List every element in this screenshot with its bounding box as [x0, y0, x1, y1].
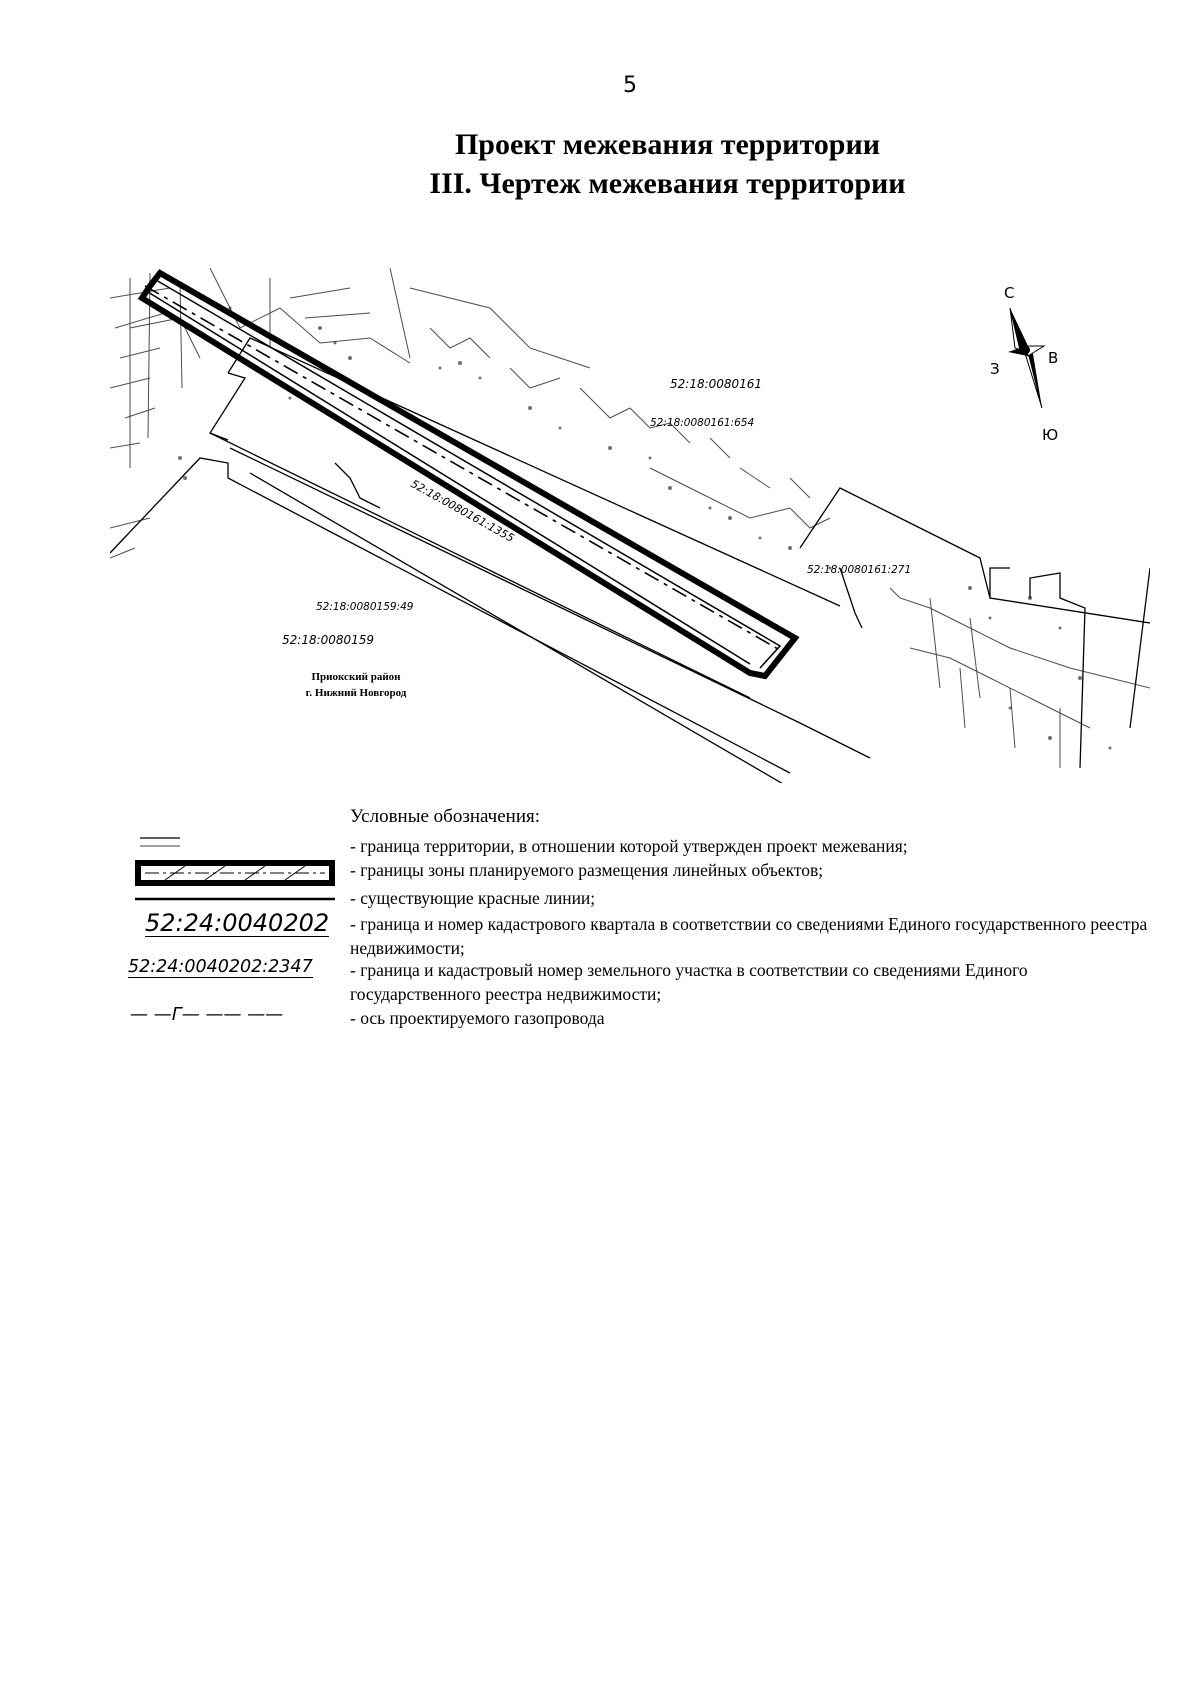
compass-west: З	[990, 360, 1000, 378]
legend-text: - граница и номер кадастрового квартала в соответствии со сведениями Единого государственного реестра недвижимости;	[350, 914, 1148, 958]
legend-heading: Условные обозначения:	[350, 806, 541, 827]
compass-north: С	[1004, 284, 1015, 302]
page-number: 5	[623, 73, 637, 98]
planned-zone-boundary	[142, 273, 795, 676]
label-block-south: 52:18:0080159	[282, 633, 375, 647]
label-block-north: 52:18:0080161	[670, 377, 763, 391]
document-title: Проект межевания территории	[454, 128, 881, 161]
city-label: г. Нижний Новгород	[305, 687, 407, 699]
label-parcel-654: 52:18:0080161:654	[650, 417, 755, 429]
gas-pipeline-symbol: — —Г— —— ——	[130, 1004, 284, 1025]
legend-text: - границы зоны планируемого размещения линейных объектов;	[350, 860, 824, 880]
cadastral-boundaries	[110, 338, 1150, 783]
legend-text: - ось проектируемого газопровода	[350, 1008, 605, 1028]
red-lines-symbol	[135, 896, 335, 902]
legend-text: - существующие красные линии;	[350, 888, 596, 908]
label-parcel-1355: 52:18:0080161:1355	[408, 477, 517, 545]
map-background-features	[110, 268, 1150, 768]
legend-text: - граница территории, в отношении которой утвержден проект межевания;	[350, 836, 908, 856]
land-parcel-number: 52:24:0040202:2347	[128, 957, 313, 977]
map-drawing	[110, 268, 1150, 783]
territory-boundary-symbol	[140, 834, 180, 850]
cadastral-map	[110, 268, 1150, 783]
compass-east: В	[1048, 349, 1059, 367]
label-parcel-49: 52:18:0080159:49	[316, 601, 414, 613]
project-territory-boundary	[148, 280, 780, 668]
district-label: Приокский район	[311, 671, 401, 683]
map-dot-texture	[178, 307, 1112, 750]
compass-south: Ю	[1042, 426, 1059, 444]
label-parcel-271: 52:18:0080161:271	[807, 564, 912, 576]
compass-rose-icon	[990, 284, 1058, 444]
section-title: III. Чертеж межевания территории	[429, 167, 906, 200]
cadastral-block-number: 52:24:0040202	[145, 909, 330, 937]
legend-text: - граница и кадастровый номер земельного участка в соответствии со сведениями Единого государственного реестра недвижимости;	[350, 960, 1028, 1004]
planned-zone-symbol	[135, 860, 335, 886]
